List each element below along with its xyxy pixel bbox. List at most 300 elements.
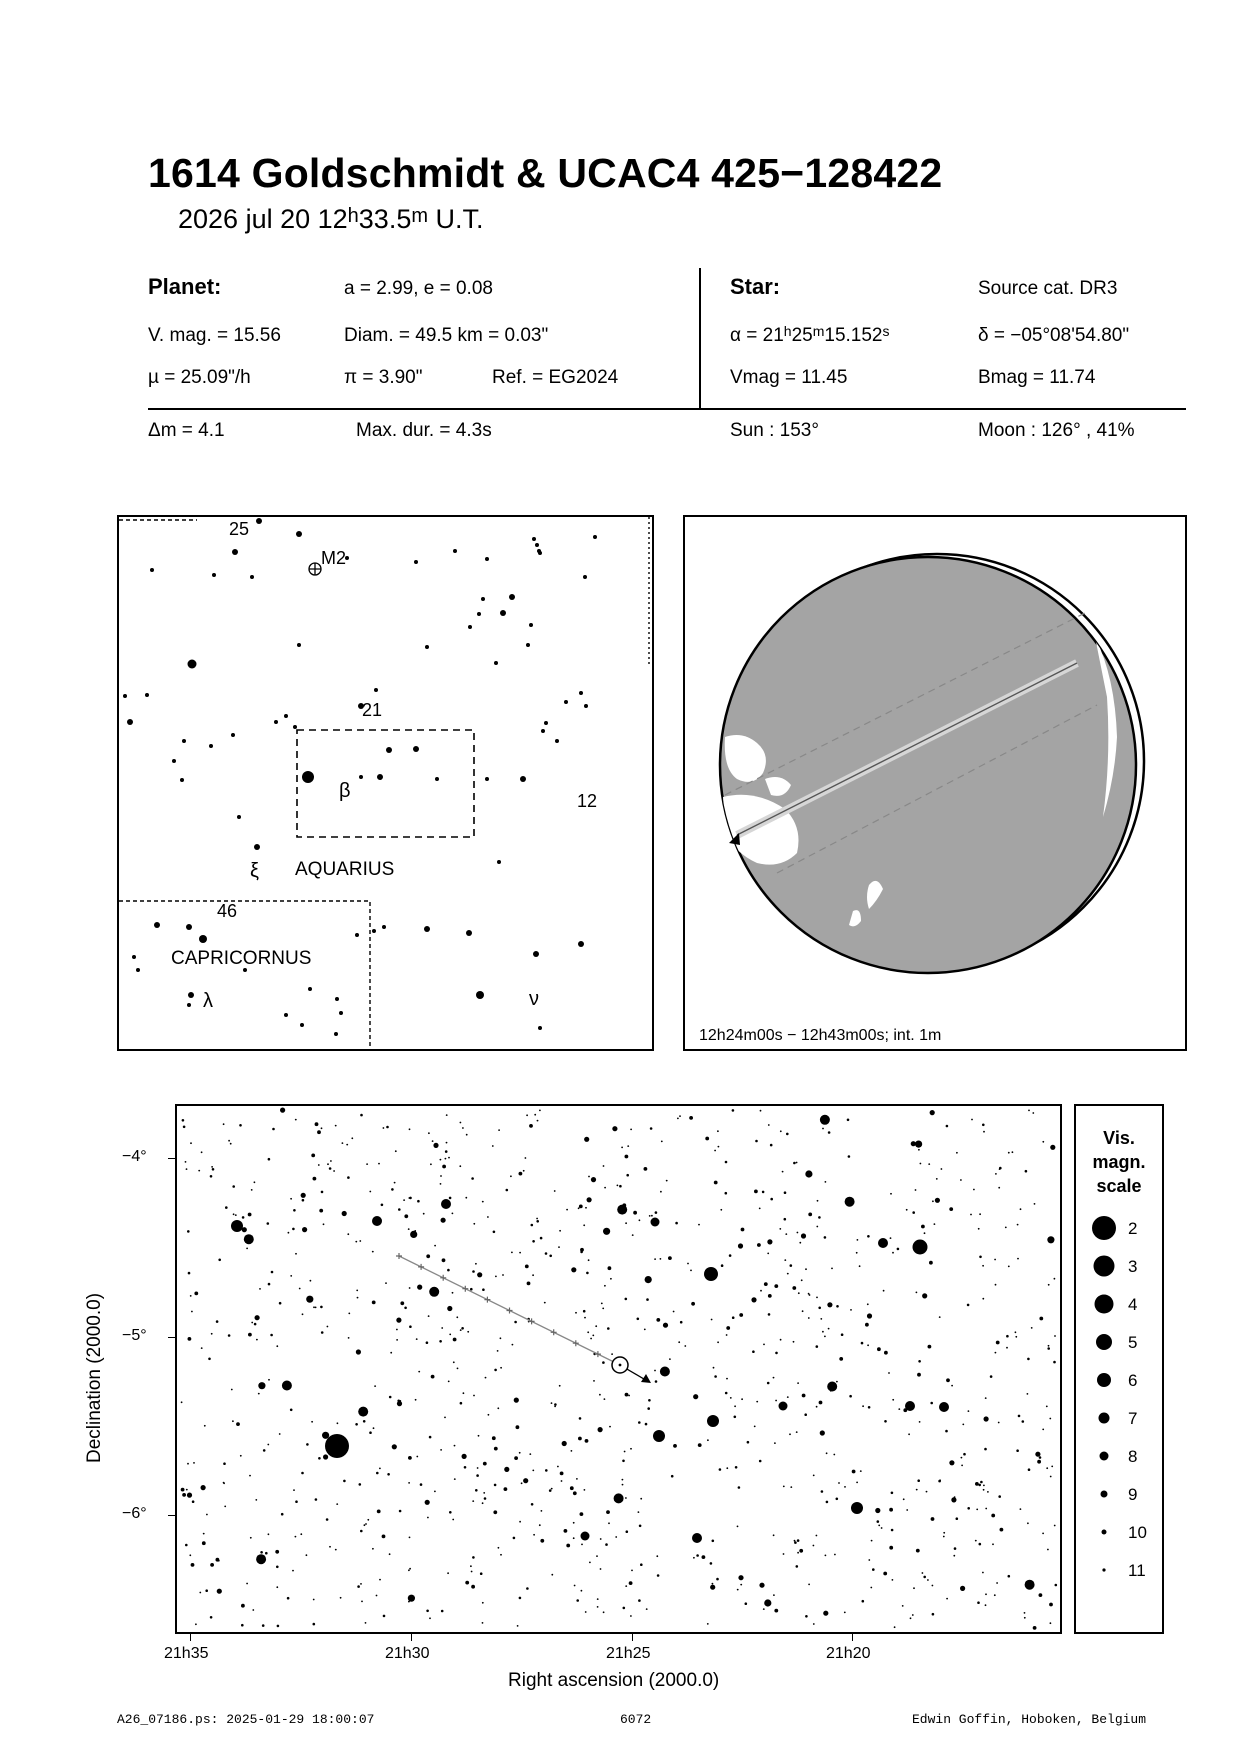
field-star: [1015, 1336, 1017, 1338]
field-star: [203, 1533, 205, 1535]
field-star: [820, 1115, 830, 1125]
field-star: [272, 1128, 275, 1131]
finder-star: [300, 1023, 304, 1027]
field-star: [302, 1199, 305, 1202]
field-star: [983, 1131, 985, 1133]
field-star: [292, 1228, 295, 1231]
field-star: [365, 1622, 367, 1624]
track-tick: [418, 1264, 424, 1270]
field-star: [647, 1407, 650, 1410]
field-star: [483, 1462, 487, 1466]
earth-globe: [685, 517, 1185, 1049]
field-star: [475, 1263, 477, 1265]
field-star: [442, 1165, 446, 1169]
field-star: [318, 1164, 320, 1166]
field-star: [754, 1190, 758, 1194]
field-star: [276, 1345, 278, 1347]
field-star: [471, 1585, 475, 1589]
field-star: [318, 1457, 321, 1460]
field-star: [188, 1272, 191, 1275]
moon-elongation: Moon : 126° , 41%: [978, 420, 1135, 441]
field-star: [536, 1220, 539, 1223]
field-star: [936, 1178, 938, 1180]
field-star: [579, 1205, 583, 1209]
field-star: [497, 1350, 499, 1352]
field-star: [767, 1382, 770, 1385]
scale-label: 4: [1128, 1295, 1138, 1314]
field-star: [447, 1306, 452, 1311]
field-star: [537, 1120, 539, 1122]
field-star: [824, 1236, 827, 1239]
field-star: [482, 1602, 484, 1604]
hour-unit: h: [347, 205, 359, 227]
field-star: [254, 1181, 256, 1183]
y-tick: [168, 1337, 175, 1338]
field-star: [789, 1433, 791, 1435]
field-star: [355, 1241, 357, 1243]
field-star: [244, 1234, 254, 1244]
field-star: [446, 1114, 448, 1116]
field-star: [232, 1185, 235, 1188]
field-star: [804, 1413, 807, 1416]
x-axis-label: Right ascension (2000.0): [508, 1670, 720, 1691]
target-star-dot: [619, 1364, 622, 1367]
field-star: [726, 1334, 728, 1336]
field-star: [387, 1473, 390, 1476]
field-star: [894, 1626, 896, 1628]
finder-star: [538, 1026, 542, 1030]
field-star: [1008, 1152, 1010, 1154]
finder-star: [477, 612, 481, 616]
field-star: [1006, 1335, 1009, 1338]
field-star: [877, 1520, 880, 1523]
field-star: [836, 1498, 839, 1501]
field-star: [892, 1579, 894, 1581]
field-star: [554, 1190, 556, 1192]
field-star: [512, 1344, 514, 1346]
field-star: [372, 1548, 374, 1550]
field-star: [218, 1560, 220, 1562]
field-star: [890, 1193, 892, 1195]
finder-star: [425, 645, 429, 649]
field-star: [828, 1131, 831, 1134]
field-star: [280, 1108, 285, 1113]
field-star: [302, 1313, 304, 1315]
bright-star: [704, 1267, 718, 1281]
field-star: [995, 1173, 997, 1175]
field-star: [805, 1170, 812, 1177]
field-star: [583, 1224, 585, 1226]
field-star: [711, 1319, 713, 1321]
field-star: [583, 1310, 586, 1313]
field-star: [951, 1385, 953, 1387]
field-star: [656, 1555, 658, 1557]
field-star: [182, 1493, 186, 1497]
field-star: [426, 1254, 430, 1258]
field-star: [355, 1423, 358, 1426]
field-star: [498, 1129, 500, 1131]
field-star: [571, 1450, 573, 1452]
track-tick: [595, 1351, 601, 1357]
field-star: [441, 1610, 444, 1613]
field-star: [928, 1163, 930, 1165]
finder-star: [359, 775, 363, 779]
field-star: [573, 1537, 575, 1539]
field-star: [336, 1503, 338, 1505]
field-star: [898, 1408, 900, 1410]
field-star: [531, 1503, 534, 1506]
field-star: [627, 1145, 629, 1147]
field-star: [449, 1511, 452, 1514]
field-star: [313, 1177, 317, 1181]
field-star: [465, 1581, 469, 1585]
field-star: [382, 1535, 386, 1539]
field-star: [883, 1290, 885, 1292]
finder-star: [237, 815, 241, 819]
field-star: [983, 1489, 985, 1491]
field-star: [494, 1447, 498, 1451]
field-star: [759, 1460, 762, 1463]
field-star: [321, 1331, 324, 1334]
field-star: [816, 1535, 818, 1537]
field-star: [828, 1328, 830, 1330]
field-star: [506, 1189, 509, 1192]
field-star: [439, 1340, 442, 1343]
finder-star: [212, 573, 216, 577]
field-star: [764, 1282, 768, 1286]
field-star: [928, 1345, 932, 1349]
field-star: [868, 1406, 871, 1409]
field-star: [329, 1167, 332, 1170]
finder-star: [535, 543, 539, 547]
field-star: [845, 1197, 855, 1207]
field-star: [408, 1595, 415, 1602]
field-star: [982, 1298, 984, 1300]
field-star: [827, 1302, 832, 1307]
field-star: [519, 1521, 521, 1523]
field-star: [337, 1422, 339, 1424]
field-star: [768, 1294, 772, 1298]
scale-label: 2: [1128, 1219, 1138, 1238]
field-star: [838, 1482, 840, 1484]
field-star: [650, 1127, 653, 1130]
y-tick-label: −6°: [122, 1505, 147, 1522]
scale-dot: [1095, 1295, 1114, 1314]
field-star: [976, 1509, 978, 1511]
star-label-46: 46: [217, 901, 238, 921]
field-star: [611, 1353, 613, 1355]
field-star: [725, 1161, 728, 1164]
field-star: [808, 1584, 810, 1586]
field-star: [453, 1338, 457, 1342]
field-star: [630, 1129, 632, 1131]
finder-star: [123, 694, 127, 698]
field-star: [517, 1625, 519, 1627]
star-label-12: 12: [577, 791, 598, 811]
field-star: [441, 1218, 446, 1223]
field-star: [526, 1587, 529, 1590]
field-star: [329, 1546, 331, 1548]
max-duration: Max. dur. = 4.3s: [356, 420, 492, 441]
finder-star: [302, 771, 314, 783]
field-star: [774, 1442, 776, 1444]
field-star: [1017, 1258, 1019, 1260]
field-star: [790, 1264, 793, 1267]
field-star: [799, 1549, 803, 1553]
field-star: [1015, 1331, 1017, 1333]
finder-star: [136, 968, 140, 972]
field-star: [726, 1467, 728, 1469]
field-star: [497, 1407, 499, 1409]
field-star: [604, 1187, 606, 1189]
field-star: [830, 1390, 832, 1392]
field-star: [1008, 1266, 1010, 1268]
finder-star: [564, 700, 568, 704]
field-star: [763, 1344, 765, 1346]
field-star: [531, 1224, 534, 1227]
field-star: [763, 1608, 765, 1610]
star-source: Source cat. DR3: [978, 278, 1118, 299]
field-star: [515, 1457, 517, 1459]
field-star: [920, 1163, 922, 1165]
field-star: [256, 1339, 258, 1341]
scale-dot: [1094, 1256, 1115, 1277]
field-star: [625, 1585, 627, 1587]
finder-star: [182, 739, 186, 743]
field-star: [425, 1500, 430, 1505]
field-star: [299, 1288, 301, 1290]
field-star: [293, 1209, 296, 1212]
field-star: [472, 1500, 474, 1502]
field-star: [644, 1167, 648, 1171]
field-star: [602, 1361, 605, 1364]
field-star: [396, 1329, 398, 1331]
field-star: [404, 1307, 407, 1310]
field-star: [408, 1456, 412, 1460]
field-star: [573, 1491, 577, 1495]
field-star: [190, 1295, 192, 1297]
field-star: [916, 1549, 920, 1553]
field-star: [536, 1218, 538, 1220]
field-star: [813, 1475, 815, 1477]
field-star: [740, 1584, 742, 1586]
field-star: [574, 1585, 576, 1587]
field-star: [632, 1234, 634, 1236]
field-star: [525, 1265, 529, 1269]
field-star: [235, 1214, 237, 1216]
field-star: [377, 1510, 381, 1514]
field-star: [660, 1367, 670, 1377]
field-star: [482, 1622, 484, 1624]
field-star: [224, 1506, 226, 1508]
field-star: [813, 1623, 815, 1625]
finder-star: [284, 714, 288, 718]
field-star: [995, 1352, 997, 1354]
star-chart-field-outline: [297, 730, 474, 837]
field-star: [561, 1480, 563, 1482]
field-star: [596, 1555, 598, 1557]
field-star: [462, 1454, 467, 1459]
field-star: [386, 1126, 389, 1129]
field-star: [383, 1127, 385, 1129]
bright-star: [372, 1216, 382, 1226]
finder-star: [377, 774, 383, 780]
field-star: [514, 1398, 519, 1403]
field-star: [655, 1211, 658, 1214]
finder-star: [188, 660, 197, 669]
field-star: [249, 1475, 251, 1477]
field-star: [268, 1283, 271, 1286]
field-star: [979, 1256, 982, 1259]
field-star: [856, 1252, 858, 1254]
bright-star: [231, 1220, 243, 1232]
finder-star: [334, 1032, 338, 1036]
field-star: [545, 1469, 548, 1472]
field-star: [1048, 1345, 1050, 1347]
field-star: [566, 1209, 568, 1211]
field-star: [416, 1456, 418, 1458]
field-star: [935, 1198, 940, 1203]
field-star: [861, 1342, 864, 1345]
field-star: [242, 1216, 245, 1219]
scale-dot: [1092, 1216, 1116, 1240]
field-star: [656, 1318, 660, 1322]
field-star: [646, 1608, 648, 1610]
globe-panel: [683, 515, 1187, 1051]
field-star: [267, 1222, 270, 1225]
field-star: [924, 1232, 926, 1234]
field-star: [189, 1554, 191, 1556]
field-star: [654, 1370, 656, 1372]
field-star: [1033, 1626, 1037, 1630]
field-star: [867, 1313, 872, 1318]
field-star: [973, 1189, 975, 1191]
planet-motion: µ = 25.09"/h: [148, 367, 251, 388]
finder-star: [555, 739, 559, 743]
sun-elongation: Sun : 153°: [730, 420, 819, 441]
field-star: [429, 1436, 432, 1439]
star-chart: [175, 1104, 1062, 1634]
m2-label: M2: [321, 548, 347, 568]
field-star: [559, 1385, 561, 1387]
star-label-beta: β: [339, 780, 351, 802]
field-star: [356, 1290, 358, 1292]
field-star: [492, 1145, 494, 1147]
field-star: [770, 1144, 773, 1147]
field-star: [391, 1188, 394, 1191]
field-star: [784, 1259, 786, 1261]
y-tick: [168, 1158, 175, 1159]
field-star: [588, 1176, 590, 1178]
field-star: [335, 1125, 337, 1127]
field-star: [738, 1575, 743, 1580]
field-star: [850, 1309, 852, 1311]
field-star: [271, 1271, 274, 1274]
field-star: [403, 1199, 405, 1201]
field-star: [953, 1555, 955, 1557]
field-star: [680, 1321, 683, 1324]
field-star: [710, 1562, 713, 1565]
field-star: [585, 1207, 587, 1209]
field-star: [460, 1402, 463, 1405]
bright-star: [913, 1240, 928, 1255]
field-star: [903, 1498, 905, 1500]
field-star: [452, 1292, 454, 1294]
y-axis-label: Declination (2000.0): [84, 1292, 105, 1463]
field-star: [906, 1209, 908, 1211]
field-star: [617, 1185, 619, 1187]
field-star: [448, 1157, 450, 1159]
track-tick: [507, 1308, 513, 1314]
scale-label: 5: [1128, 1333, 1138, 1352]
field-star: [202, 1541, 206, 1545]
field-star: [495, 1276, 497, 1278]
field-star: [500, 1554, 502, 1556]
field-star: [625, 1155, 629, 1159]
field-star: [717, 1341, 719, 1343]
field-star: [408, 1569, 410, 1571]
field-star: [358, 1407, 368, 1417]
finder-star: [180, 778, 184, 782]
field-star: [360, 1583, 362, 1585]
field-star: [236, 1422, 240, 1426]
field-star: [783, 1553, 785, 1555]
field-star: [351, 1137, 353, 1139]
finder-star: [186, 924, 192, 930]
field-star: [1047, 1549, 1049, 1551]
field-star: [799, 1242, 801, 1244]
star-ra-seconds: 15.152: [824, 325, 883, 346]
field-star: [1006, 1347, 1008, 1349]
field-star: [527, 1282, 531, 1286]
field-star: [841, 1333, 844, 1336]
field-star: [457, 1368, 459, 1370]
field-star: [211, 1166, 213, 1168]
field-star: [399, 1400, 401, 1402]
field-star: [259, 1288, 261, 1290]
field-star: [456, 1316, 458, 1318]
field-star: [714, 1150, 716, 1152]
field-star: [566, 1544, 570, 1548]
field-star: [889, 1508, 893, 1512]
field-star: [720, 1209, 722, 1211]
field-star: [856, 1482, 858, 1484]
field-star: [644, 1329, 646, 1331]
field-star: [475, 1489, 478, 1492]
finder-star: [296, 531, 302, 537]
field-star: [912, 1614, 914, 1616]
finder-star: [374, 688, 378, 692]
finder-star: [145, 693, 149, 697]
scale-label: 11: [1128, 1561, 1146, 1580]
field-star: [187, 1230, 190, 1233]
field-star: [891, 1529, 894, 1532]
planet-vmag: V. mag. = 15.56: [148, 325, 281, 346]
field-star: [575, 1312, 577, 1314]
field-star: [544, 1302, 546, 1304]
field-star: [429, 1287, 439, 1297]
field-star: [996, 1582, 998, 1584]
field-star: [452, 1213, 454, 1215]
field-star: [710, 1585, 715, 1590]
field-star: [290, 1409, 293, 1412]
field-star: [730, 1397, 732, 1399]
field-star: [610, 1278, 612, 1280]
field-star: [448, 1381, 450, 1383]
capricornus-label: CAPRICORNUS: [171, 948, 312, 969]
field-star: [230, 1143, 232, 1145]
field-star: [416, 1338, 418, 1340]
